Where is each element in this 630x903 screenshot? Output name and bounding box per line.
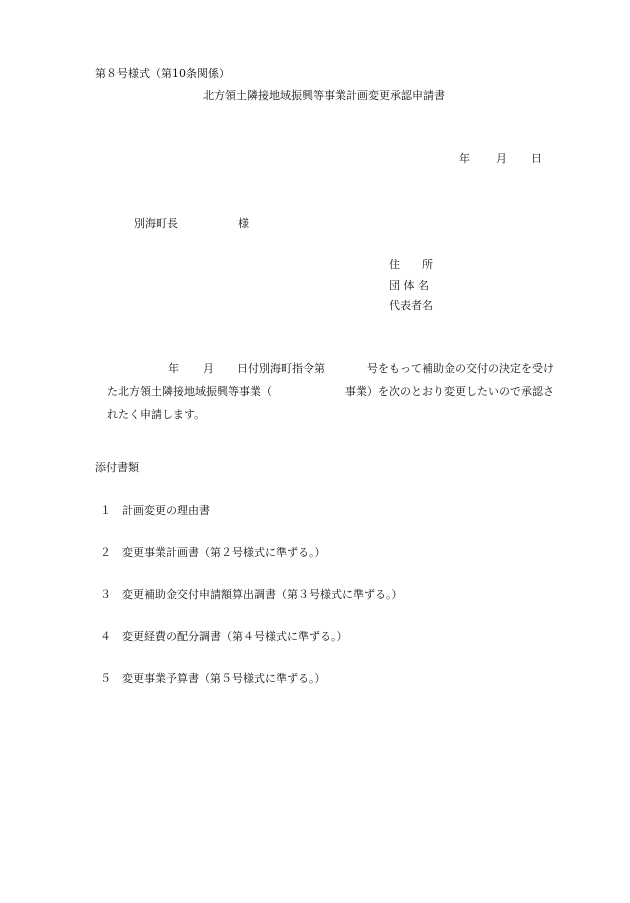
applicant-representative-label: 代表者名 (389, 299, 433, 312)
body-year: 年 (168, 362, 179, 375)
attachment-text: 変更補助金交付申請額算出調書（第３号様式に準ずる。） (122, 588, 403, 601)
body-line2-head: た北方領土隣接地域振興等事業（ (107, 385, 272, 398)
date-day: 日 (531, 152, 542, 165)
attachments-heading: 添付書類 (95, 461, 139, 474)
addressee-honorific: 様 (238, 217, 249, 230)
attachment-text: 変更経費の配分調書（第４号様式に準ずる。） (122, 630, 348, 643)
date-year: 年 (459, 152, 470, 165)
body-month: 月 (203, 362, 214, 375)
attachment-number: ５ (100, 672, 111, 685)
addressee-name: 別海町長 (134, 217, 178, 230)
body-line1-mid: 日付別海町指令第 (237, 362, 325, 375)
attachment-number: ２ (100, 546, 111, 559)
attachment-number: １ (100, 504, 111, 517)
attachment-number: ４ (100, 630, 111, 643)
applicant-organization-label: 団 体 名 (389, 279, 429, 292)
attachment-text: 変更事業予算書（第５号様式に準ずる。） (122, 672, 326, 685)
applicant-address-label: 住 所 (389, 258, 433, 271)
body-line1-tail: 号をもって補助金の交付の決定を受け (367, 362, 554, 375)
attachment-text: 変更事業計画書（第２号様式に準ずる。） (122, 546, 326, 559)
body-line3: れたく申請します。 (107, 408, 206, 421)
body-line2-mid: 事業）を次のとおり変更したいので承認さ (345, 385, 554, 398)
attachment-text: 計画変更の理由書 (122, 504, 210, 517)
date-month: 月 (496, 152, 507, 165)
form-number: 第８号様式（第10条関係） (95, 67, 230, 80)
document-title: 北方領土隣接地域振興等事業計画変更承認申請書 (203, 89, 445, 102)
attachment-number: ３ (100, 588, 111, 601)
